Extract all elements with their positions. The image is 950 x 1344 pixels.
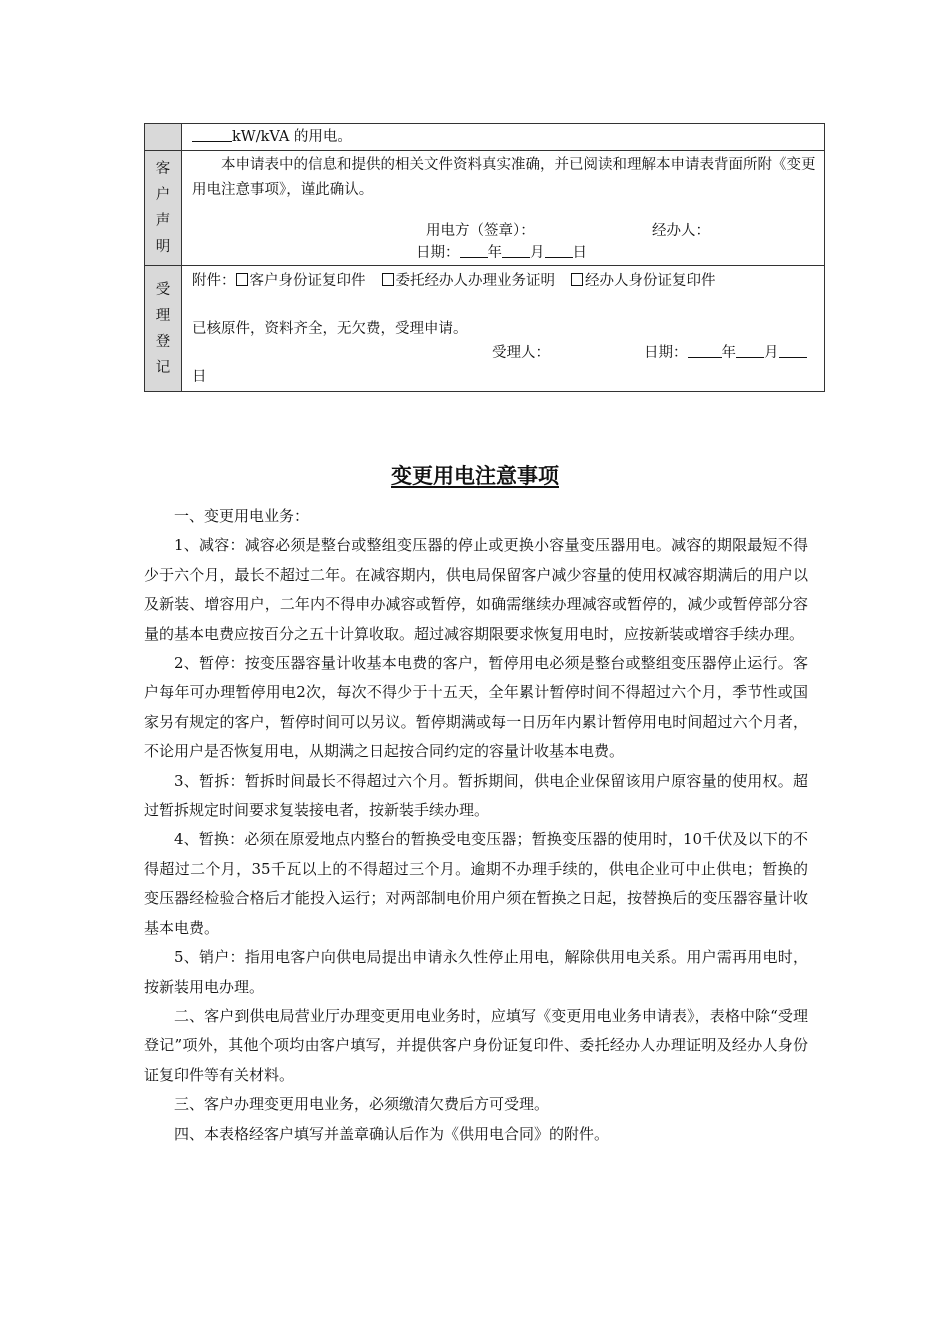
notes-heading-business: 一、变更用电业务： [174, 507, 310, 525]
declaration-day-label: 日 [572, 245, 587, 261]
capacity-row-label-cell [145, 124, 182, 151]
declaration-year-label: 年 [487, 245, 502, 261]
acceptance-date-prefix: 日期： [644, 345, 688, 361]
declaration-day-blank[interactable] [545, 241, 573, 258]
acceptance-day-label: 日 [192, 369, 207, 385]
attachment-authorization [382, 273, 556, 289]
application-form-table [144, 123, 825, 392]
declaration-month-blank[interactable] [502, 241, 530, 258]
verification-text: 已核原件，资料齐全，无欠费，受理申请。 [192, 321, 468, 337]
notes-item-account-cancellation: 5、销户：指用电客户向供电局提出申请永久性停止用电，解除供用电关系。用户需再用电时，按新装用电办理。 [144, 948, 808, 996]
attachments-label: 附件： [192, 273, 236, 289]
notes-body [144, 502, 808, 1149]
capacity-unit-text: kW/kVA 的用电。 [232, 129, 352, 145]
attachments-line [192, 269, 816, 293]
handler-label: 受理人： [492, 345, 550, 361]
declaration-statement: 本申请表中的信息和提供的相关文件资料真实准确，并已阅读和理解本申请表背面所附《变更用电注意事项》，谨此确认。 [192, 157, 816, 198]
capacity-row-cell [182, 124, 825, 151]
notes-item-temporary-removal: 3、暂拆：暂拆时间最长不得超过六个月。暂拆期间，供电企业保留该用户原容量的使用权。超过暂拆规定时间要求复装接电者，按新装手续办理。 [144, 771, 808, 820]
acceptance-side-label: 受理登记 [155, 281, 171, 376]
notes-title-text: 变更用电注意事项 [391, 463, 559, 488]
checkbox-agent-id[interactable] [571, 273, 583, 286]
acceptance-side-cell [145, 266, 182, 392]
declaration-row [145, 151, 825, 266]
attachment-agent-id [571, 273, 716, 289]
acceptance-year-blank[interactable] [688, 341, 722, 358]
acceptance-row [145, 266, 825, 392]
attachment-agent-id-label: 经办人身份证复印件 [585, 273, 716, 289]
declaration-date [416, 241, 587, 265]
agent-label: 经办人： [652, 223, 710, 239]
declaration-side-cell [145, 151, 182, 266]
declaration-cell [182, 151, 825, 266]
capacity-blank[interactable] [192, 125, 232, 142]
acceptance-month-blank[interactable] [736, 341, 764, 358]
attachment-id-copy [236, 273, 366, 289]
attachment-id-copy-label: 客户身份证复印件 [249, 273, 366, 289]
capacity-row [145, 124, 825, 151]
acceptance-date [644, 341, 807, 365]
signer-label: 用电方（签章）： [426, 223, 535, 239]
notes-section-four: 四、本表格经客户填写并盖章确认后作为《供用电合同》的附件。 [174, 1124, 610, 1143]
handler-line [192, 341, 816, 365]
notes-item-capacity-reduction: 1、减容：减容必须是整台或整组变压器的停止或更换小容量变压器用电。减容的期限最短不得少于六个月，最长不超过二年。在减容期内，供电局保留客户减少容量的使用权减容期满后的用户以及新装、增容用户，二年内不得申办减容或暂停，如确需继续办理减容或暂停的，减少或暂停部分容量的基本电费应按百分之五十计算收取。超过减容期限要求恢复用电时，应按新装或增容手续办理。 [144, 536, 808, 643]
declaration-year-blank[interactable] [460, 241, 488, 258]
attachment-authorization-label: 委托经办人办理业务证明 [395, 273, 555, 289]
acceptance-year-label: 年 [721, 345, 736, 361]
declaration-side-label: 客户声明 [155, 161, 171, 255]
declaration-month-label: 月 [530, 245, 545, 261]
declaration-signature-area [192, 215, 816, 263]
acceptance-month-label: 月 [764, 345, 779, 361]
notes-title [0, 460, 950, 490]
checkbox-id-copy[interactable] [236, 273, 248, 286]
acceptance-day-blank[interactable] [779, 341, 807, 358]
notes-item-temporary-replacement: 4、暂换：必须在原爱地点内整台的暂换受电变压器；暂换变压器的使用时，10千伏及以下的不得超过二个月，35千瓦以上的不得超过三个月。逾期不办理手续的，供电企业可中止供电；暂换的变压器经检验合格后才能投入运行；对两部制电价用户须在暂换之日起，按替换后的变压器容量计收基本电费。 [144, 830, 808, 937]
notes-item-suspension: 2、暂停：按变压器容量计收基本电费的客户，暂停用电必须是整台或整组变压器停止运行。客户每年可办理暂停用电2次，每次不得少于十五天，全年累计暂停时间不得超过六个月，季节性或国家另有规定的客户，暂停时间可以另议。暂停期满或每一日历年内累计暂停用电时间超过六个月者，不论用户是否恢复用电，从期满之日起按合同约定的容量计收基本电费。 [144, 654, 808, 761]
acceptance-cell [182, 266, 825, 392]
checkbox-authorization[interactable] [382, 273, 394, 286]
notes-section-two: 二、客户到供电局营业厅办理变更用电业务时，应填写《变更用电业务申请表》，表格中除“受理登记”项外，其他个项均由客户填写，并提供客户身份证复印件、委托经办人办理证明及经办人身份证复印件等有关材料。 [144, 1006, 808, 1084]
notes-section-three: 三、客户办理变更用电业务，必须缴清欠费后方可受理。 [174, 1095, 550, 1114]
declaration-date-prefix: 日期： [416, 245, 460, 261]
